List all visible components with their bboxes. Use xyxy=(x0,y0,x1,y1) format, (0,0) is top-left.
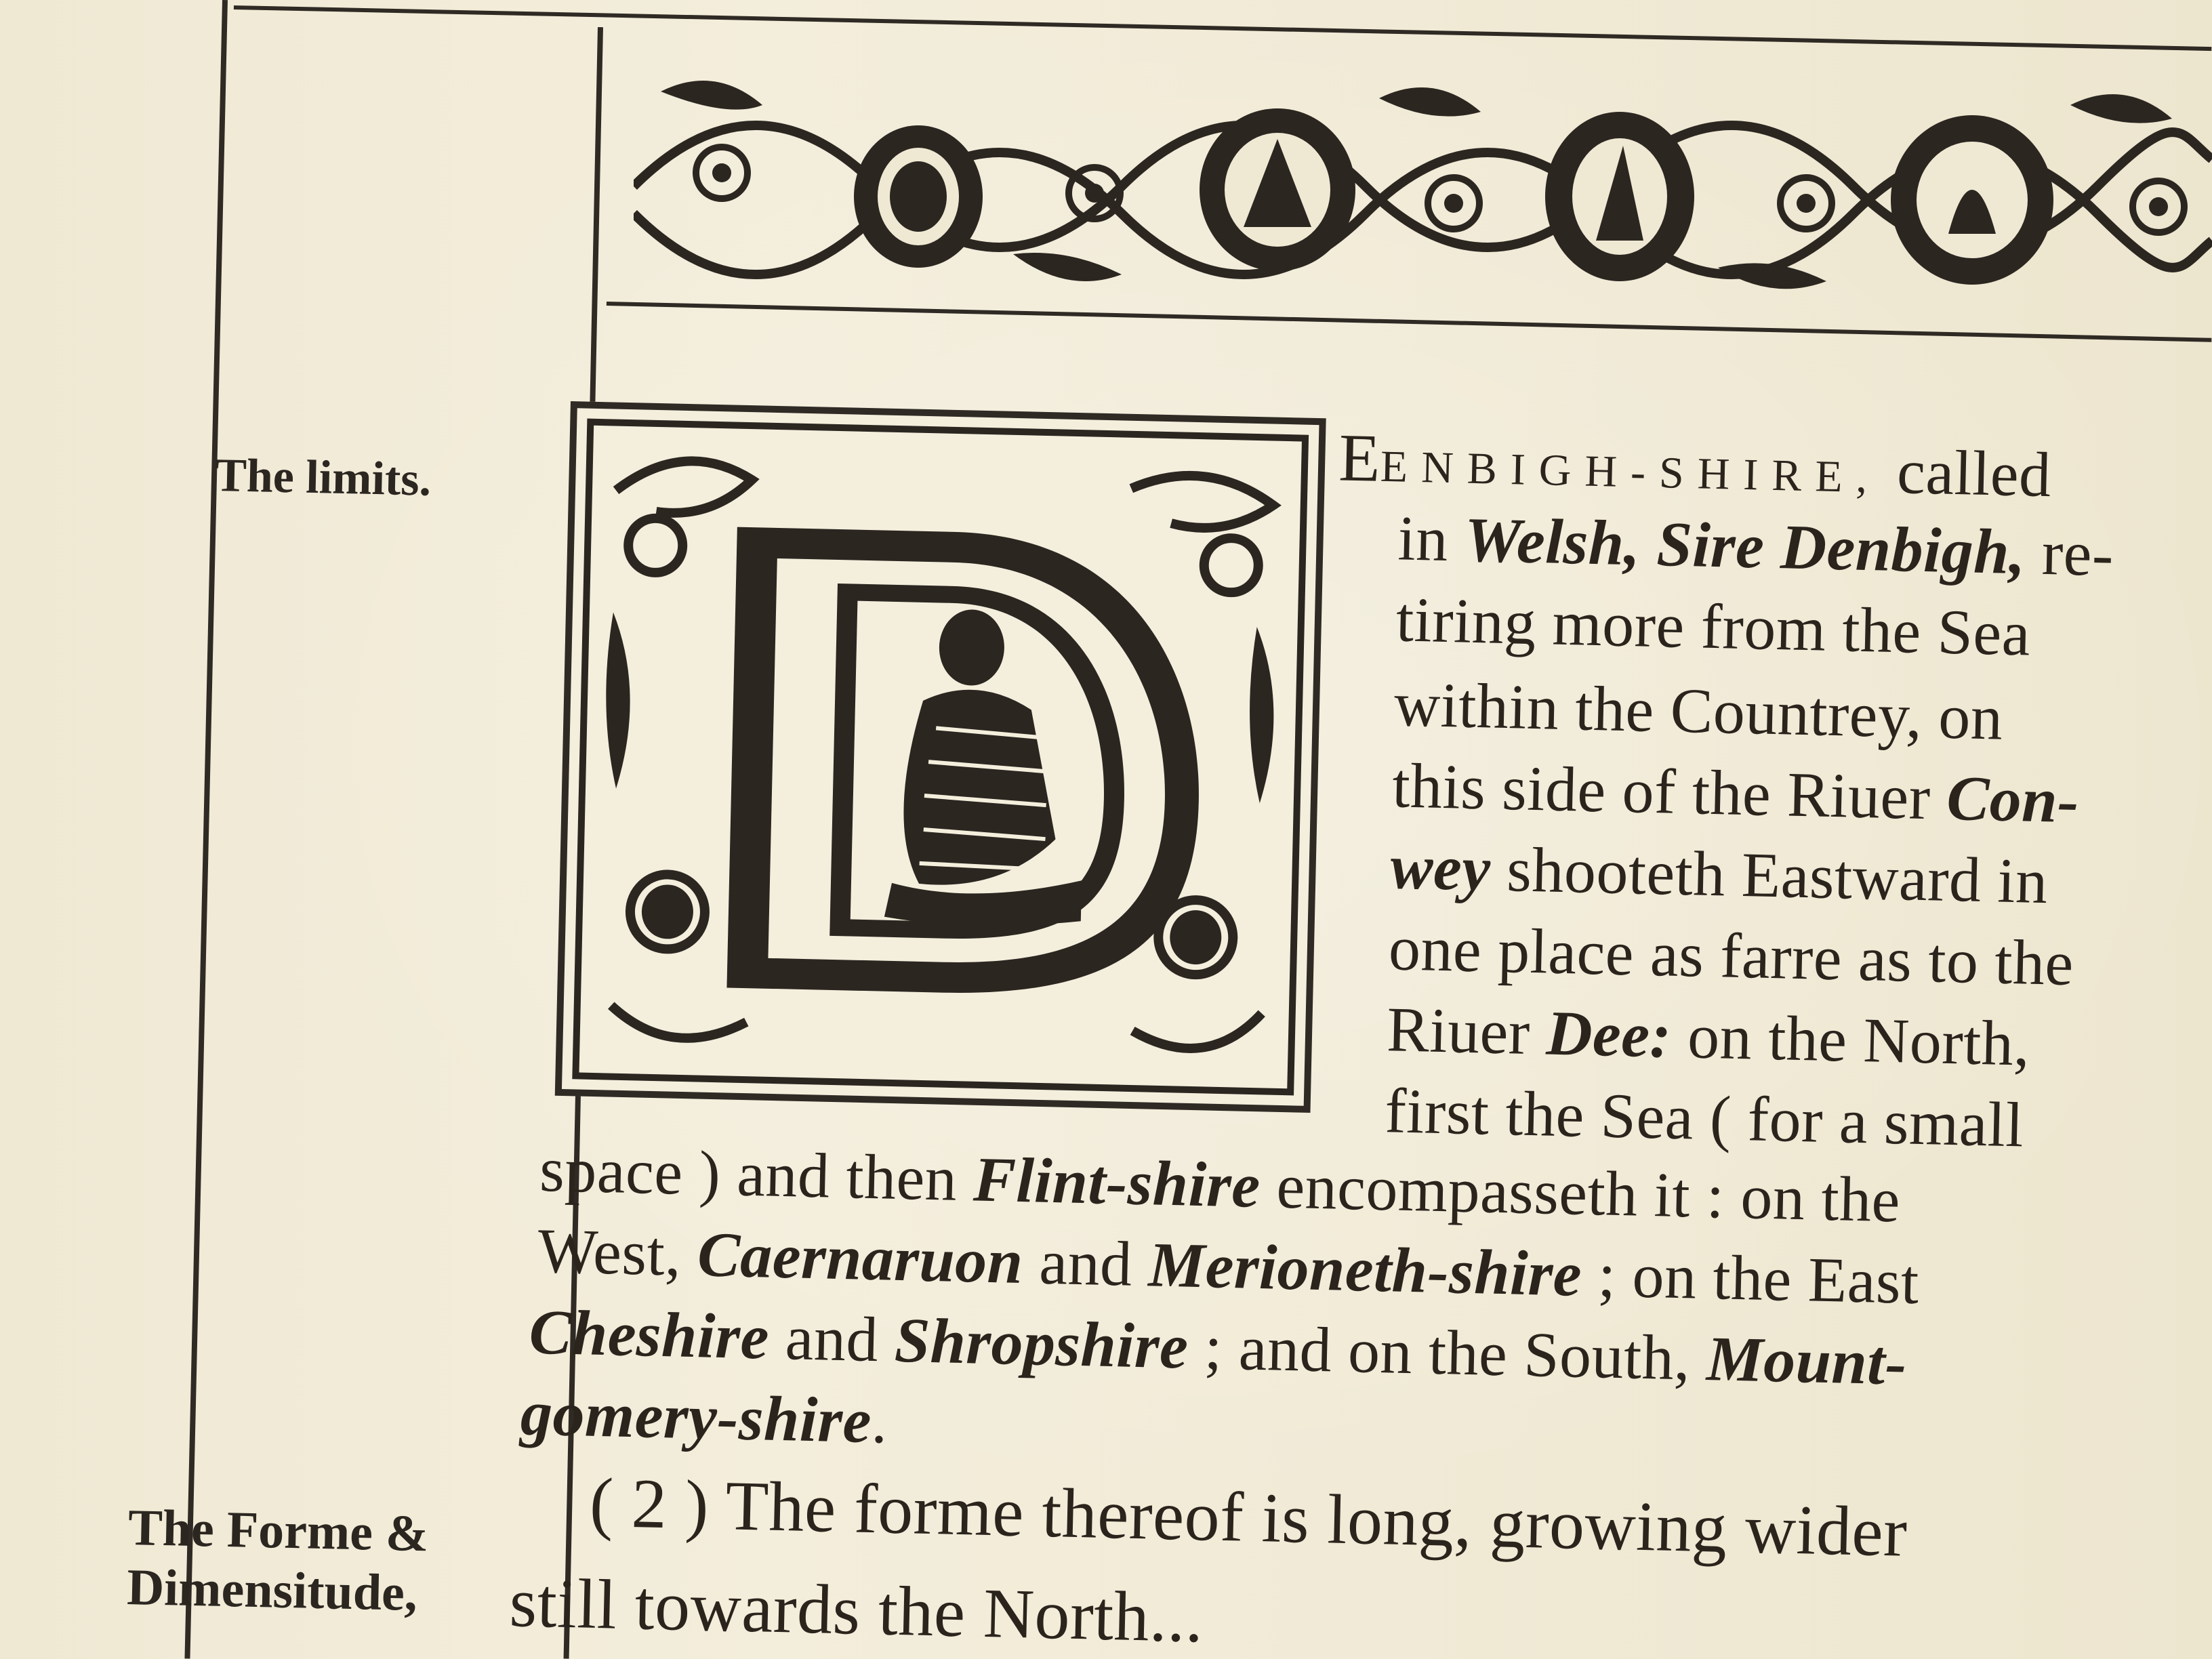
margin-note-forme-line1: The Forme & xyxy=(127,1499,430,1563)
margin-note-limits-text: The limits. xyxy=(214,449,432,506)
text-line-13: gomery-shire. xyxy=(520,1378,889,1457)
text-line-6: wey shooteth Eastward in xyxy=(1389,832,2049,918)
county-name-small-caps: ENBIGH-SHIRE, xyxy=(1380,441,1881,503)
text-line-9: first the Sea ( for a small xyxy=(1384,1076,2025,1161)
text-line-10: space ) and then Flint-shire encompasseth it : on the xyxy=(539,1134,1902,1236)
text-line-2: in Welsh, Sire Denbigh, re- xyxy=(1397,503,2115,590)
text-line-15: still towards the North... xyxy=(508,1563,1204,1658)
text-line-14: ( 2 ) The forme thereof is long, growing wider xyxy=(588,1463,1908,1572)
text-line-5: this side of the Riuer Con- xyxy=(1391,750,2081,837)
margin-note-forme-line2: Dimensitude, xyxy=(126,1558,418,1622)
text-line-7: one place as farre as to the xyxy=(1387,913,2075,1000)
text-line-4: within the Countrey, on xyxy=(1393,669,2004,754)
text-line-1: EENBIGH-SHIRE, called xyxy=(1338,419,2052,511)
text-line-11: West, Caernaruon and Merioneth-shire ; on the East xyxy=(537,1215,1920,1318)
text-line-8: Riuer Dee: on the North, xyxy=(1386,994,2031,1080)
text-line-3: tiring more from the Sea xyxy=(1395,584,2032,670)
text-line-12: Cheshire and Shropshire ; and on the South, Mount- xyxy=(528,1296,1908,1399)
